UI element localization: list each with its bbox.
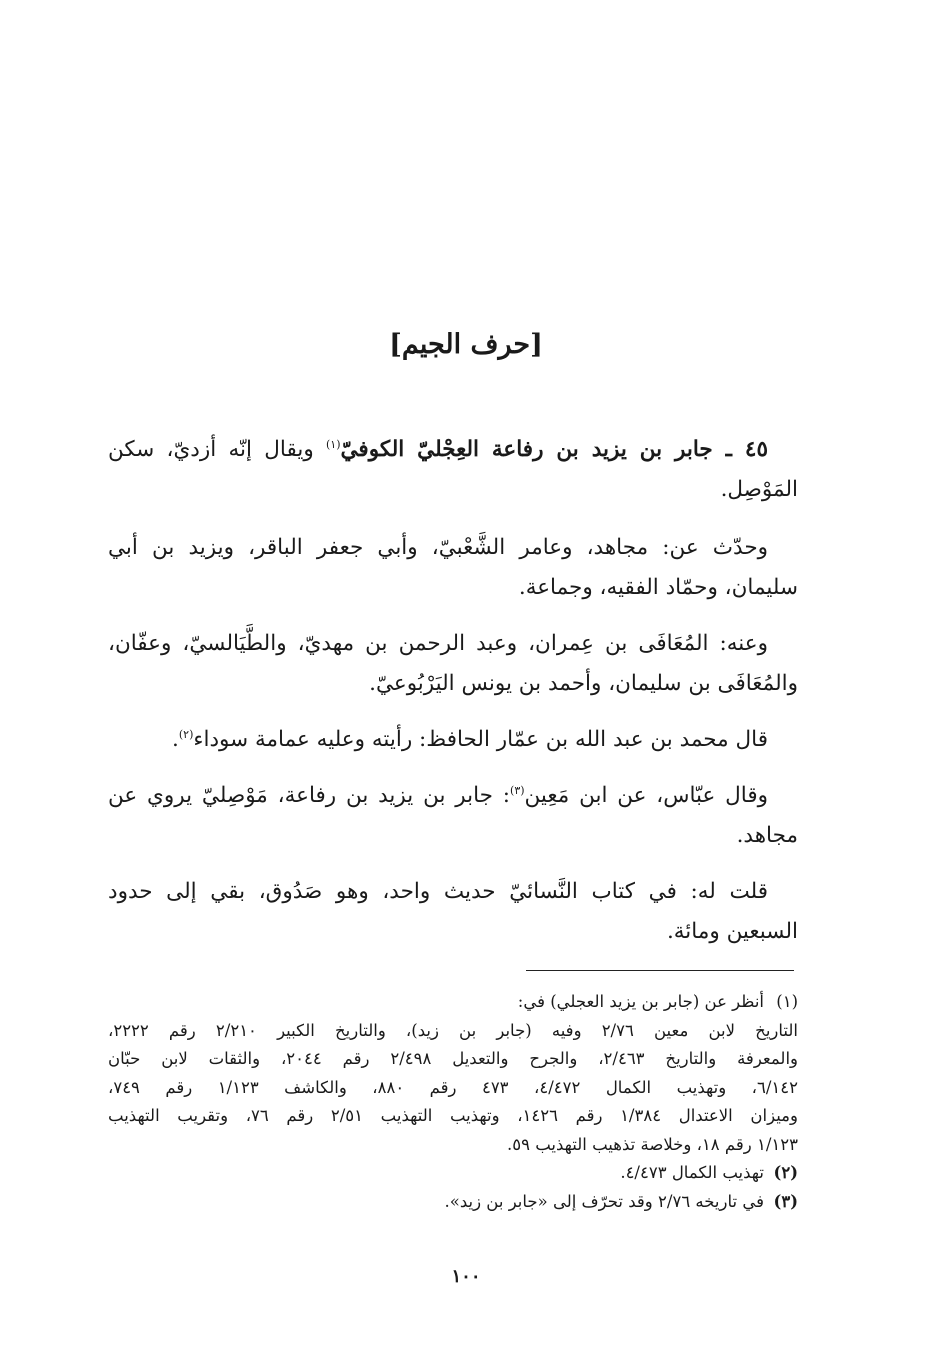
quote-2-text-a: وقال عبّاس، عن ابن مَعِين: [524, 783, 768, 808]
quote-2-text-b: : جابر بن يزيد بن رفاعة، مَوْصِليّ يروي عن مجاهد.: [108, 783, 798, 848]
closing-paragraph: قلت له: في كتاب النَّسائيّ حديث واحد، وهو صَدُوق، بقي إلى حدود السبعين ومائة.: [108, 879, 798, 944]
footnote-3: [108, 1188, 798, 1217]
footnote-marker-2[interactable]: (٢): [178, 727, 194, 741]
footnote-marker-1[interactable]: (١): [326, 437, 341, 451]
footnote-line: ٦/١٤٢، وتهذيب الكمال ٤/٤٧٢، ٤٧٣ رقم ٨٨٠، والكاشف ١/١٢٣ رقم ٧٤٩،: [108, 1077, 798, 1097]
section-heading: [حرف الجيم]: [389, 329, 543, 360]
footnote-line: التاريخ لابن معين ٢/٧٦ وفيه (جابر بن زيد)، والتاريخ الكبير ٢/٢١٠ رقم ٢٢٢٢،: [108, 1020, 798, 1040]
footnote-number: (١): [776, 992, 798, 1011]
entry-heading: ٤٥ ـ جابر بن يزيد بن رفاعة العِجْليّ الكوفيّ: [340, 437, 769, 462]
teachers-paragraph: وحدّث عن: مجاهد، وعامر الشَّعْبيّ، وأبي جعفر الباقر، ويزيد بن أبي سليمان، وحمّاد الفقيه، وجماعة.: [108, 535, 798, 600]
footnote-number: (٣): [773, 1191, 798, 1211]
quote-1-tail: .: [172, 727, 179, 752]
footnote-line: والمعرفة والتاريخ ٢/٤٦٣، والجرح والتعديل ٢/٤٩٨ رقم ٢٠٤٤، والثقات لابن حبّان: [108, 1049, 798, 1068]
footnote-marker-3[interactable]: (٣): [510, 783, 525, 797]
footnote-number: (٢): [773, 1163, 798, 1182]
footnote-line: أنظر عن (جابر بن يزيد العجلي) في:: [517, 992, 764, 1011]
footnote-text: تهذيب الكمال ٤/٤٧٣.: [620, 1163, 764, 1182]
footnote-text: في تاريخه ٢/٧٦ وقد تحرّف إلى «جابر بن زيد».: [444, 1191, 764, 1211]
footnote-line: ١/١٢٣ رقم ١٨، وخلاصة تذهيب التهذيب ٥٩.: [506, 1134, 798, 1154]
entry-text: ويقال إنّه أزديّ، سكن المَوْصِل.: [108, 437, 798, 502]
footnote-2: [108, 1159, 798, 1188]
quote-paragraph-2: [108, 776, 798, 856]
footnote-1: [108, 988, 798, 1159]
quote-paragraph-1: [108, 720, 798, 760]
quote-1-text: قال محمد بن عبد الله بن عمّار الحافظ: رأيته وعليه عمامة سوداء: [193, 727, 768, 752]
footnote-text: [108, 988, 798, 1159]
page-number: ١٠٠: [451, 1266, 481, 1287]
students-paragraph: وعنه: المُعَافَى بن عِمران، وعبد الرحمن بن مهديّ، والطَّيَالسيّ، وعفّان، والمُعَافَى بن سليمان، وأحمد بن يونس اليَرْبُوعيّ.: [108, 631, 798, 696]
footnote-divider: [526, 970, 794, 971]
footnotes: [108, 988, 798, 1216]
footnote-line: وميزان الاعتدال ١/٣٨٤ رقم ١٤٢٦، وتهذيب التهذيب ٢/٥١ رقم ٧٦، وتقريب التهذيب: [108, 1106, 798, 1125]
entry-paragraph: [108, 430, 798, 510]
main-text: [108, 430, 798, 968]
